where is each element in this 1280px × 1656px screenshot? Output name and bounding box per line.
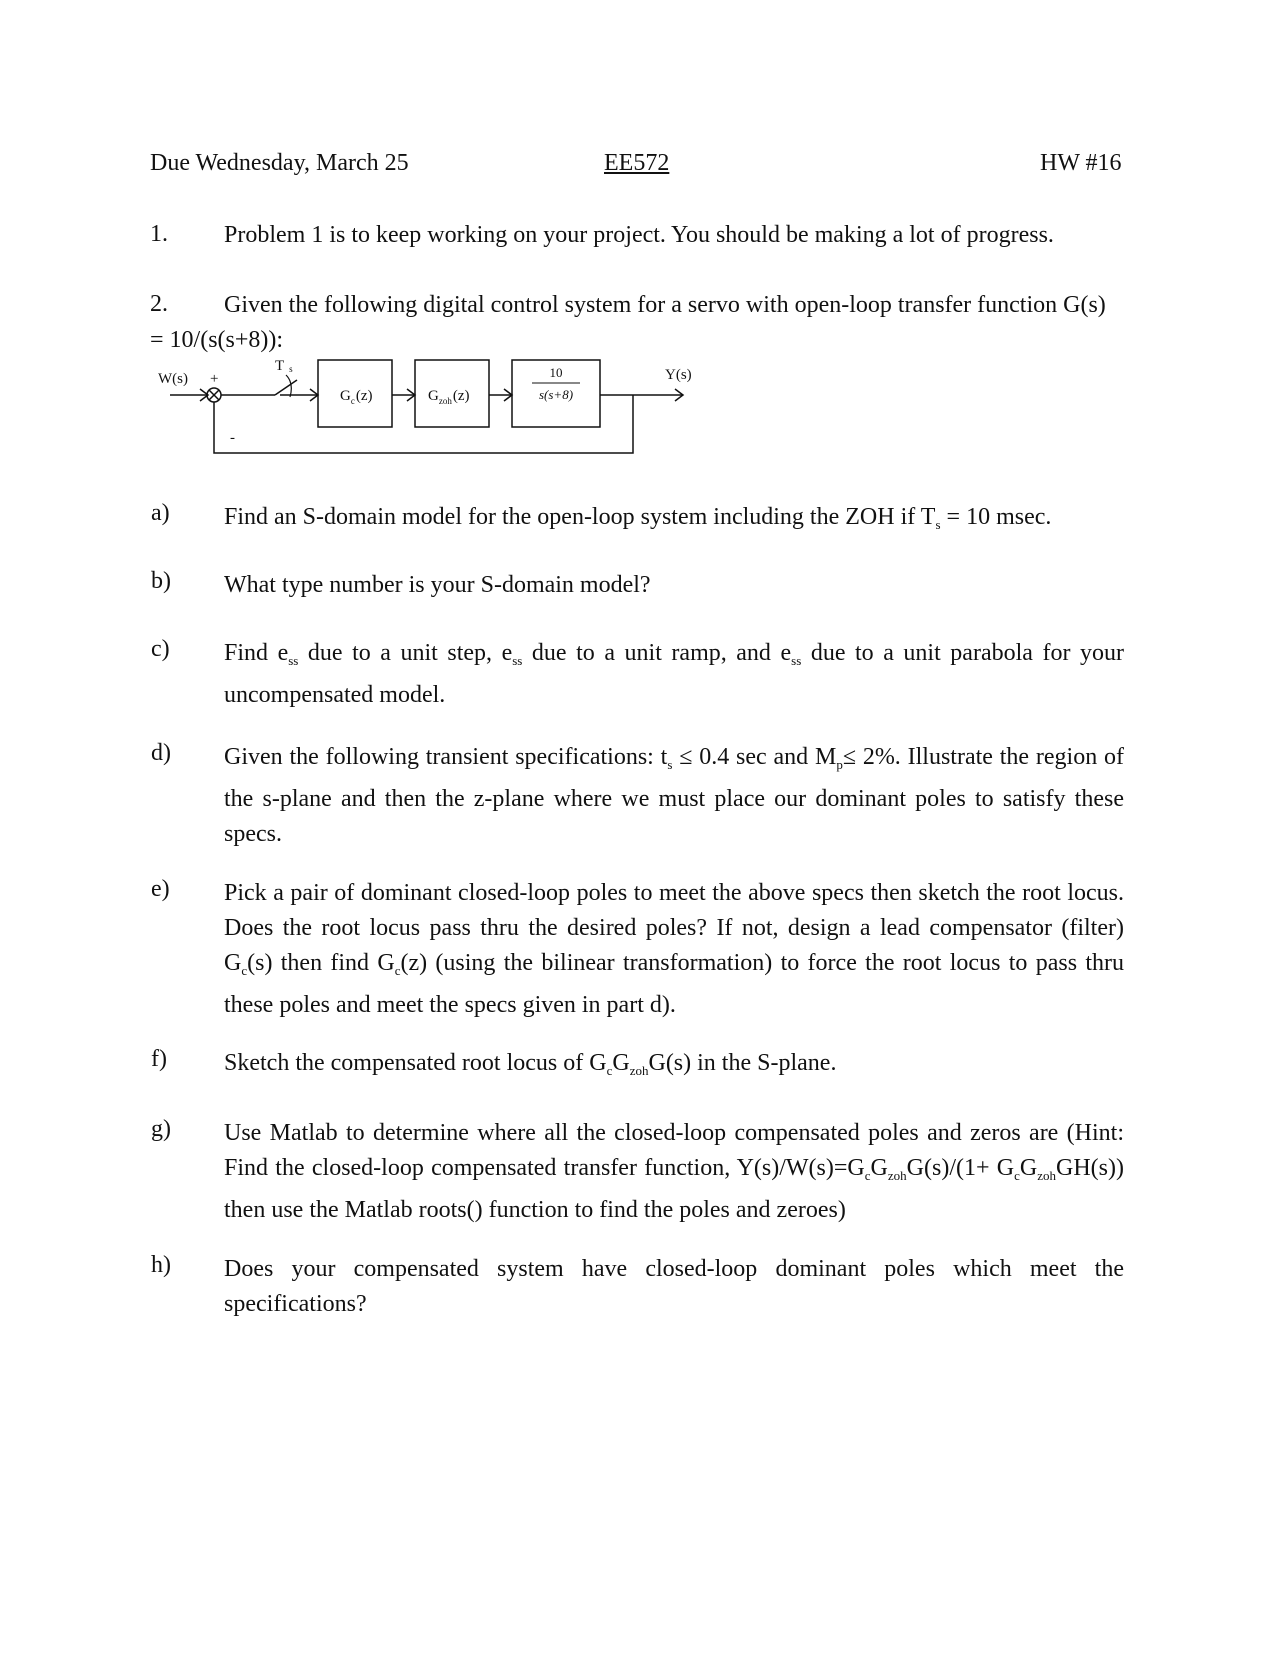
part-g-text: Use Matlab to determine where all the closed-loop compensated poles and zeros are (Hint: Find the closed-loop compensated transfer function, $Y(s)/W(s)=G_cG_{zoh}G(s)/(1+ G_cG_{zoh}GH(s))$ then use the Matlab roots() function to find the poles and zeroes) (224, 1120, 1124, 1223)
sampler-switch-icon (265, 375, 318, 401)
output-label: Y(s) (665, 367, 692, 383)
minus-sign: - (230, 430, 235, 446)
part-b-text: What type number is your S-domain model? (224, 572, 651, 598)
part-d-label: d) (151, 740, 171, 766)
zoh-block-label: $G_{zoh}(z)$ (428, 388, 470, 406)
input-arrow (170, 389, 208, 401)
sampler-period-label: Ts (275, 358, 293, 374)
problem-2-number: 2. (150, 291, 168, 317)
part-f-text: Sketch the compensated root locus of $G_cG_{zoh}G(s)$ in the S-plane. (224, 1050, 837, 1078)
part-g-label: g) (151, 1116, 171, 1142)
hw-number: HW #16 (1040, 150, 1122, 176)
plant-numerator: 10 (549, 365, 563, 380)
block-diagram (150, 355, 750, 480)
part-e-label: e) (151, 876, 170, 902)
problem-2-intro-line1: Given the following digital control system for a servo with open-loop transfer function G(s) (224, 292, 1106, 318)
part-b-label: b) (151, 568, 171, 594)
course-code: EE572 (604, 150, 670, 176)
problem-1-number: 1. (150, 221, 168, 247)
controller-block-label: $G_c(z)$ (340, 388, 373, 406)
plant-denominator: s(s+8) (538, 387, 574, 402)
problem-1-text: Problem 1 is to keep working on your project. You should be making a lot of progress. (224, 222, 1054, 248)
arrow-1 (392, 389, 415, 401)
due-date: Due Wednesday, March 25 (150, 150, 409, 176)
output-arrow (600, 389, 683, 401)
part-e-text: Pick a pair of dominant closed-loop poles to meet the above specs then sketch the root locus. Does the root locus pass thru the desired poles? If not, design a lead compensator (filter) $G_c(s)$ then find $G_c(z)$ (using the bilinear transformation) to force the root locus to pass thru these poles and meet the specs given in part d). (224, 880, 1124, 1018)
part-c-label: c) (151, 636, 170, 662)
problem-2-intro-line2: = 10/(s(s+8)): (150, 327, 284, 353)
part-h-text: Does your compensated system have closed-loop dominant poles which meet the specifications? (224, 1256, 1124, 1317)
part-a-label: a) (151, 500, 170, 526)
feedback-path (214, 395, 633, 453)
part-h-label: h) (151, 1252, 171, 1278)
part-c-text: Find $e_{ss}$ due to a unit step, $e_{ss}$ due to a unit ramp, and $e_{ss}$ due to a unit parabola for your uncompensated model. (224, 640, 1124, 708)
part-a-text: Find an S-domain model for the open-loop system including the ZOH if $T_s = 10$ msec. (224, 504, 1052, 532)
arrow-2 (489, 389, 512, 401)
plus-sign: + (210, 371, 219, 387)
part-d-text: Given the following transient specifications: $t_s \le 0.4$ sec and $M_p\le 2\%$. Illustrate the region of the s-plane and then the z-plane where we must place our dominant poles to satisfy these specs. (224, 744, 1125, 847)
part-f-label: f) (151, 1046, 167, 1072)
input-label: W(s) (158, 371, 188, 387)
